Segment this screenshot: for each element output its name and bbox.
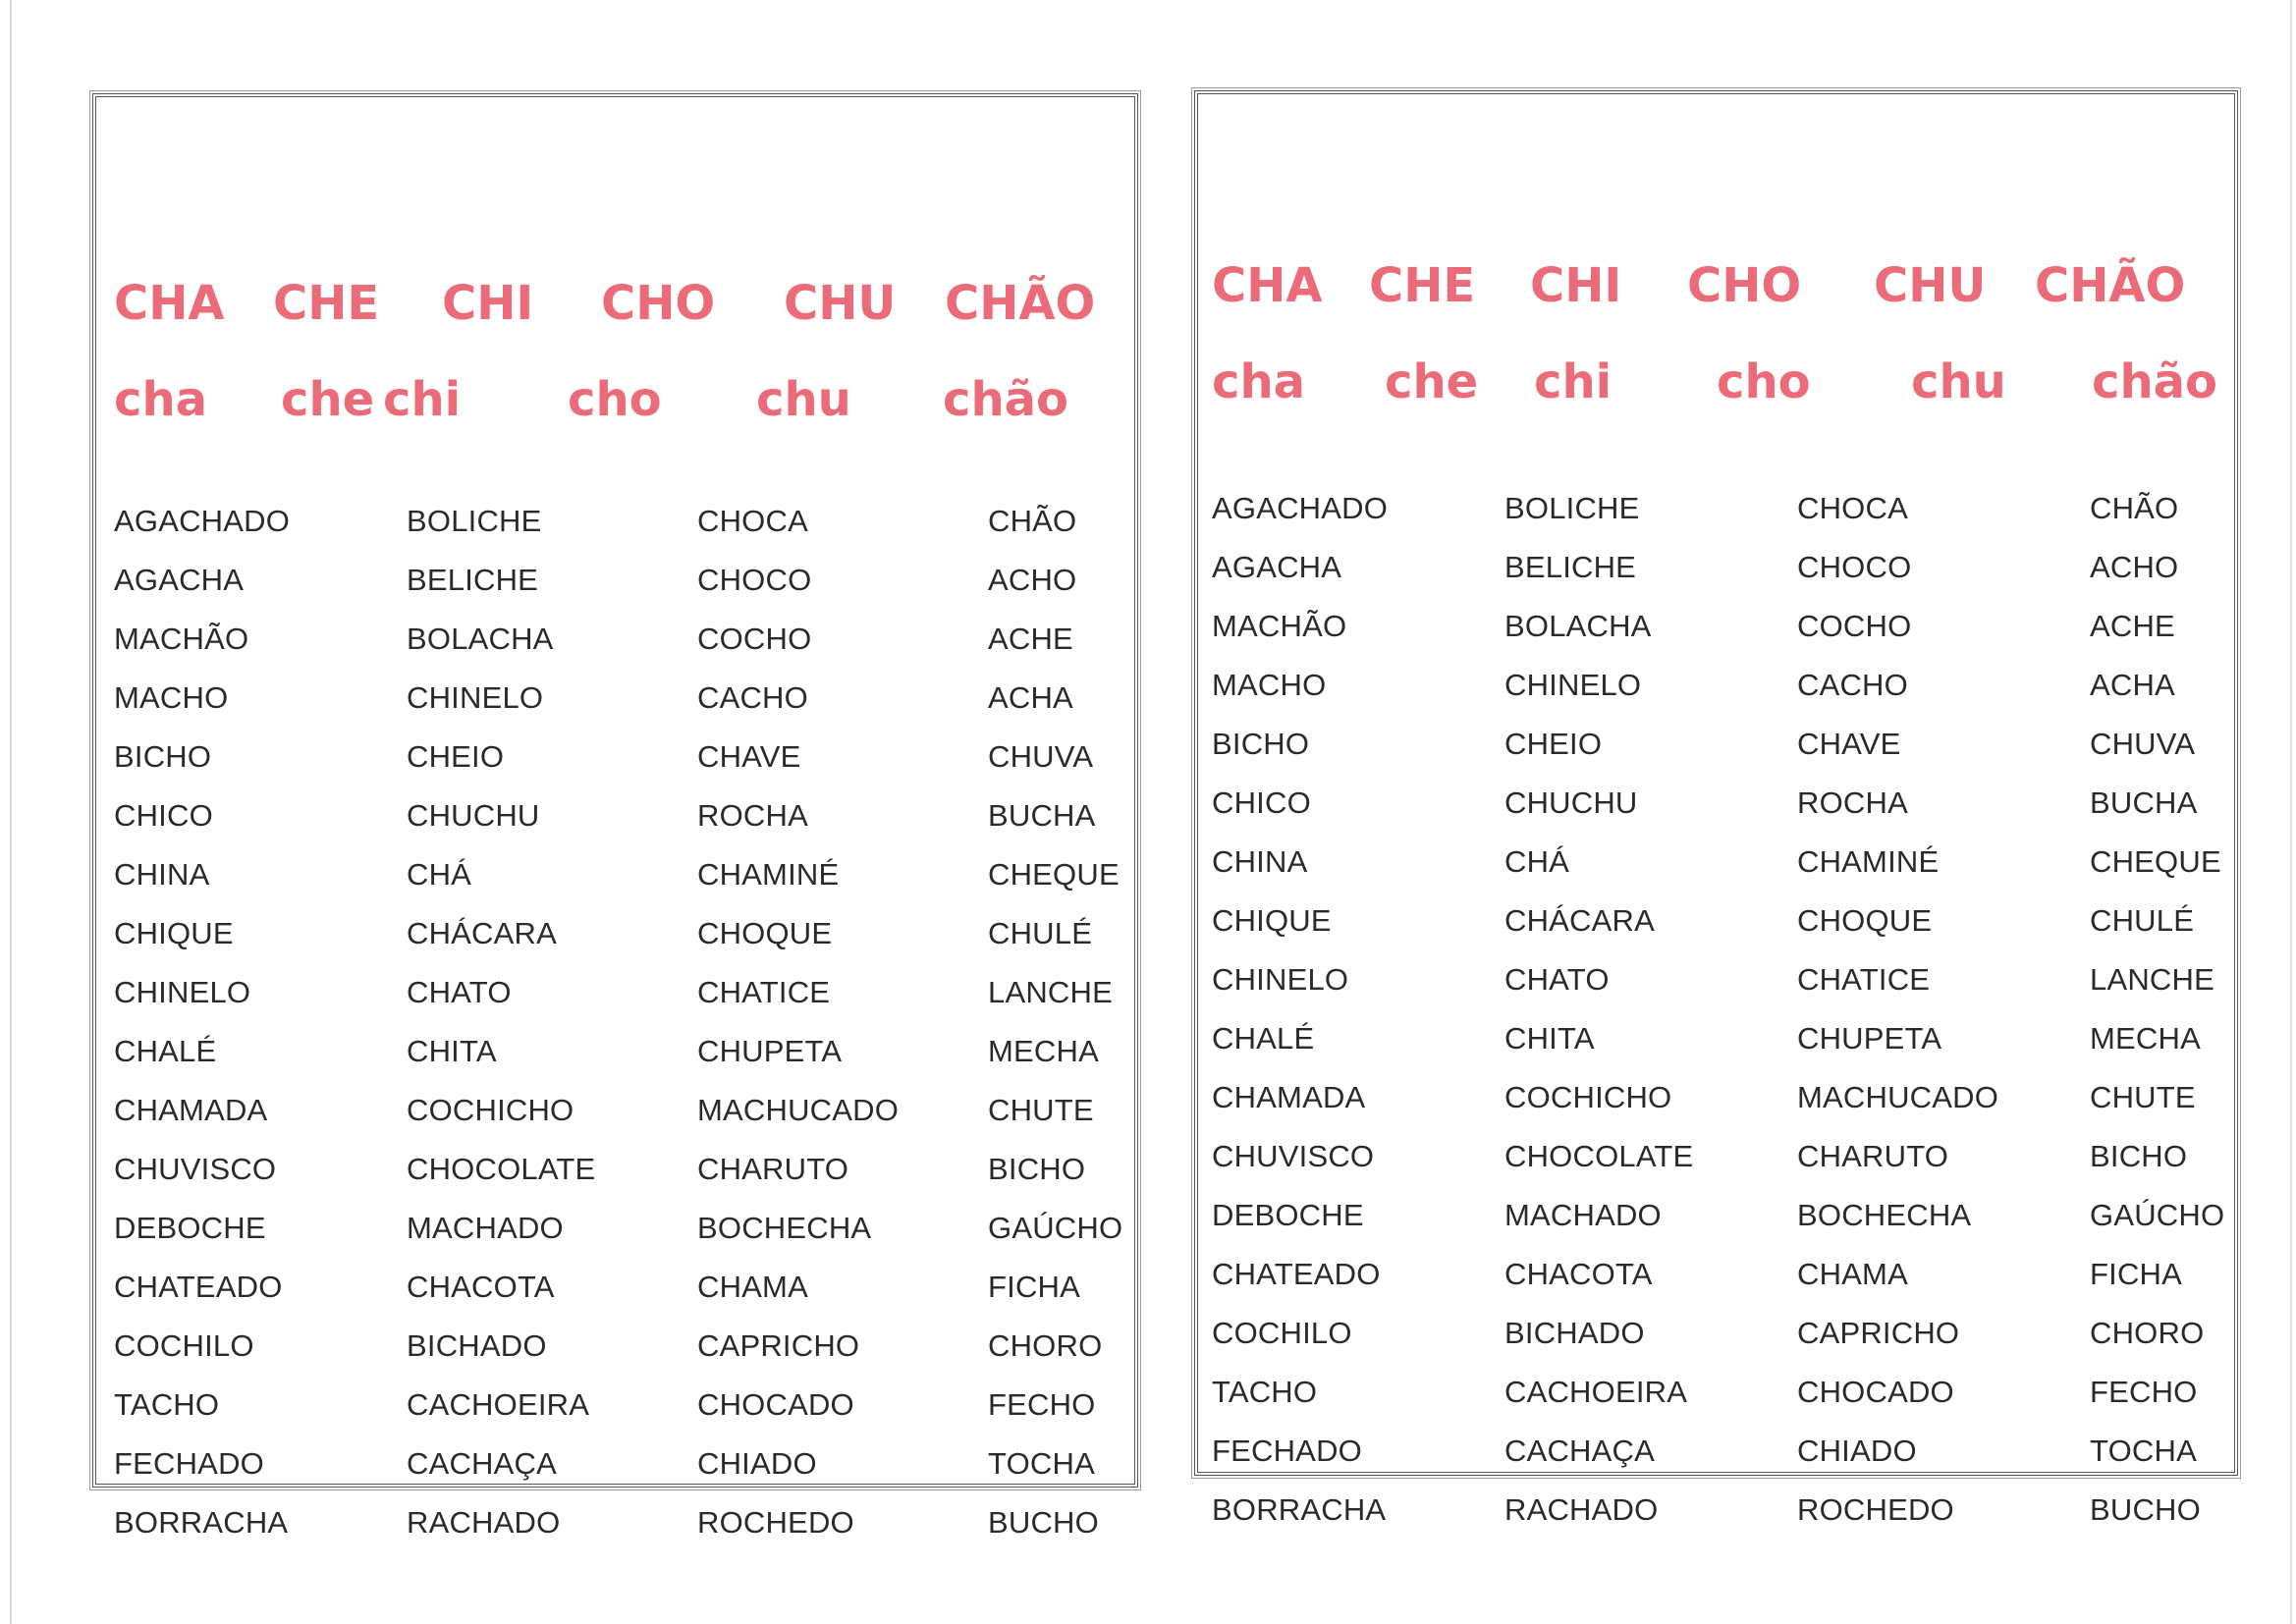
syllable-lower-5: chu [1911, 354, 2006, 409]
word-item: CHAMADA [1212, 1080, 1366, 1114]
page-edge-left [10, 0, 12, 1624]
syllable-upper-5: CHU [1874, 258, 1987, 313]
syllable-row-lowercase [96, 365, 1134, 434]
syllable-upper-2: CHE [273, 276, 380, 331]
word-column-2 [407, 492, 595, 1552]
word-item: ROCHA [1797, 785, 1908, 820]
syllable-upper-1: CHA [114, 276, 225, 331]
word-item: MACHUCADO [1797, 1080, 1999, 1114]
word-item: CHATEADO [1212, 1257, 1381, 1291]
word-item: MECHA [988, 1034, 1099, 1068]
syllable-row-lowercase [1198, 348, 2234, 416]
word-item: CHORO [2090, 1316, 2205, 1350]
word-item: CHUVISCO [1212, 1139, 1375, 1173]
word-item: CHAMINÉ [697, 857, 840, 892]
syllable-lower-1: cha [114, 372, 208, 427]
syllable-upper-1: CHA [1212, 258, 1323, 313]
word-item: ACHA [2090, 668, 2175, 702]
word-item: BICHO [988, 1152, 1086, 1186]
word-item: CHICO [1212, 785, 1311, 820]
word-item: CHINELO [1504, 668, 1642, 702]
word-item: CHAMADA [114, 1093, 268, 1127]
syllable-lower-4: cho [568, 372, 662, 427]
word-column-4 [988, 492, 1122, 1552]
word-item: ACHA [988, 680, 1073, 715]
word-item: BUCHO [2090, 1492, 2201, 1527]
word-item: AGACHADO [114, 504, 291, 538]
word-item: CHORO [988, 1328, 1103, 1363]
word-item: ROCHEDO [697, 1505, 854, 1540]
word-column-3 [697, 492, 899, 1552]
word-item: CACHAÇA [1504, 1434, 1655, 1468]
page-edge-right [2290, 0, 2292, 1624]
word-item: CHOCO [1797, 550, 1912, 584]
word-item: TACHO [1212, 1375, 1318, 1409]
word-column-3 [1797, 479, 1998, 1540]
word-item: CAPRICHO [697, 1328, 860, 1363]
syllable-row-uppercase [96, 269, 1134, 338]
syllable-lower-6: chão [2092, 354, 2217, 409]
word-item: BOCHECHA [697, 1211, 872, 1245]
word-item: BUCHO [988, 1505, 1099, 1540]
word-item: CHITA [407, 1034, 497, 1068]
word-item: CHUCHU [407, 798, 540, 833]
word-item: CHAVE [1797, 727, 1901, 761]
word-item: CHIADO [697, 1446, 817, 1481]
word-item: CHUTE [988, 1093, 1094, 1127]
worksheet-card-left [92, 93, 1138, 1540]
word-item: CHACOTA [407, 1270, 555, 1304]
word-item: CHÃO [988, 504, 1077, 538]
word-item: RACHADO [407, 1505, 561, 1540]
syllable-lower-2: che [1385, 354, 1479, 409]
word-item: ACHE [988, 622, 1073, 656]
word-item: CHAMA [1797, 1257, 1908, 1291]
word-item: TOCHA [2090, 1434, 2197, 1468]
word-item: CHALÉ [114, 1034, 217, 1068]
word-item: AGACHADO [1212, 491, 1389, 525]
word-item: FECHO [2090, 1375, 2198, 1409]
word-item: CHÁCARA [1504, 903, 1655, 938]
word-item: BICHO [2090, 1139, 2188, 1173]
word-item: CHOCADO [697, 1387, 854, 1422]
word-item: BELICHE [1504, 550, 1637, 584]
word-item: CHATICE [697, 975, 831, 1009]
syllable-row-uppercase [1198, 251, 2234, 320]
syllable-upper-4: CHO [1687, 258, 1802, 313]
word-item: TOCHA [988, 1446, 1095, 1481]
word-item: BOLICHE [1504, 491, 1640, 525]
word-item: LANCHE [2090, 962, 2214, 997]
word-item: MACHO [114, 680, 229, 715]
syllable-lower-6: chão [943, 372, 1068, 427]
word-item: CHIQUE [1212, 903, 1332, 938]
word-item: CACHO [697, 680, 808, 715]
word-item: CAPRICHO [1797, 1316, 1960, 1350]
word-item: CHITA [1504, 1021, 1595, 1056]
word-item: MACHADO [1504, 1198, 1662, 1232]
word-item: ROCHA [697, 798, 808, 833]
word-item: COCHICHO [1504, 1080, 1672, 1114]
word-item: CACHAÇA [407, 1446, 557, 1481]
word-item: CHINA [1212, 844, 1308, 879]
word-item: BOLICHE [407, 504, 542, 538]
word-item: BUCHA [2090, 785, 2198, 820]
word-item: BICHO [1212, 727, 1310, 761]
word-item: BOLACHA [1504, 609, 1652, 643]
word-item: CHEIO [407, 739, 505, 774]
syllable-lower-2: che [281, 372, 375, 427]
word-item: CHACOTA [1504, 1257, 1653, 1291]
word-item: CHICO [114, 798, 213, 833]
word-item: FICHA [2090, 1257, 2182, 1291]
word-item: CHEQUE [988, 857, 1120, 892]
word-item: CHARUTO [697, 1152, 849, 1186]
syllable-upper-3: CHI [1530, 258, 1622, 313]
syllable-lower-3: chi [383, 372, 462, 427]
word-item: MACHO [1212, 668, 1327, 702]
word-item: AGACHA [1212, 550, 1342, 584]
word-item: BOCHECHA [1797, 1198, 1972, 1232]
word-item: CHUVISCO [114, 1152, 277, 1186]
syllable-upper-2: CHE [1369, 258, 1476, 313]
word-item: CHOQUE [697, 916, 833, 950]
word-item: CHAMA [697, 1270, 808, 1304]
word-item: BOLACHA [407, 622, 554, 656]
word-item: FICHA [988, 1270, 1080, 1304]
word-item: CHAVE [697, 739, 801, 774]
syllable-lower-4: cho [1717, 354, 1811, 409]
word-item: CHUVA [988, 739, 1094, 774]
word-item: CHATO [407, 975, 512, 1009]
word-item: CHARUTO [1797, 1139, 1949, 1173]
word-item: CHOCOLATE [407, 1152, 596, 1186]
word-item: MACHADO [407, 1211, 564, 1245]
word-item: FECHADO [114, 1446, 264, 1481]
syllable-upper-4: CHO [601, 276, 716, 331]
word-item: CHULÉ [988, 916, 1093, 950]
word-item: ACHO [2090, 550, 2179, 584]
word-item: MACHÃO [114, 622, 249, 656]
word-item: ROCHEDO [1797, 1492, 1954, 1527]
syllable-upper-5: CHU [784, 276, 897, 331]
word-item: COCHO [1797, 609, 1912, 643]
word-item: ACHO [988, 563, 1077, 597]
word-column-4 [2090, 479, 2224, 1540]
word-item: CHUTE [2090, 1080, 2196, 1114]
word-item: DEBOCHE [114, 1211, 266, 1245]
word-item: BUCHA [988, 798, 1096, 833]
word-item: CHINELO [114, 975, 251, 1009]
word-item: LANCHE [988, 975, 1113, 1009]
word-item: CHIQUE [114, 916, 234, 950]
word-item: CHAMINÉ [1797, 844, 1940, 879]
word-item: BELICHE [407, 563, 539, 597]
word-item: FECHADO [1212, 1434, 1362, 1468]
word-item: CHOCOLATE [1504, 1139, 1694, 1173]
word-item: CACHOEIRA [407, 1387, 590, 1422]
syllable-lower-1: cha [1212, 354, 1306, 409]
word-item: COCHICHO [407, 1093, 574, 1127]
word-item: FECHO [988, 1387, 1096, 1422]
word-item: CHIADO [1797, 1434, 1917, 1468]
syllable-upper-6: CHÃO [945, 276, 1096, 331]
word-item: BORRACHA [114, 1505, 289, 1540]
word-item: COCHO [697, 622, 812, 656]
word-item: CHATICE [1797, 962, 1931, 997]
worksheet-card-right [1194, 90, 2238, 1527]
word-item: BICHADO [407, 1328, 547, 1363]
word-item: CHÃO [2090, 491, 2179, 525]
word-item: CHOCA [697, 504, 808, 538]
word-item: MACHUCADO [697, 1093, 900, 1127]
word-item: TACHO [114, 1387, 220, 1422]
word-item: MACHÃO [1212, 609, 1347, 643]
word-item: CHEIO [1504, 727, 1603, 761]
word-column-1 [1212, 479, 1388, 1540]
word-item: CHUCHU [1504, 785, 1638, 820]
syllable-upper-3: CHI [442, 276, 534, 331]
word-item: CHUVA [2090, 727, 2196, 761]
syllable-lower-5: chu [756, 372, 851, 427]
word-item: ACHE [2090, 609, 2175, 643]
word-item: RACHADO [1504, 1492, 1659, 1527]
word-item: CHATO [1504, 962, 1610, 997]
word-item: COCHILO [114, 1328, 254, 1363]
word-item: CHINELO [407, 680, 544, 715]
word-item: CHINA [114, 857, 210, 892]
word-item: CHALÉ [1212, 1021, 1315, 1056]
word-item: CHOCA [1797, 491, 1908, 525]
word-item: GAÚCHO [988, 1211, 1123, 1245]
word-item: CHÁ [1504, 844, 1570, 879]
word-item: MECHA [2090, 1021, 2201, 1056]
word-item: BICHO [114, 739, 212, 774]
word-item: CHEQUE [2090, 844, 2221, 879]
word-item: CHATEADO [114, 1270, 283, 1304]
word-item: CHINELO [1212, 962, 1349, 997]
word-item: AGACHA [114, 563, 245, 597]
word-item: CHOCO [697, 563, 812, 597]
word-item: BICHADO [1504, 1316, 1645, 1350]
word-item: COCHILO [1212, 1316, 1352, 1350]
word-item: CHOCADO [1797, 1375, 1954, 1409]
word-item: CHOQUE [1797, 903, 1933, 938]
word-item: CACHOEIRA [1504, 1375, 1688, 1409]
word-item: CHUPETA [1797, 1021, 1942, 1056]
word-column-1 [114, 492, 290, 1552]
word-item: DEBOCHE [1212, 1198, 1364, 1232]
word-item: CHULÉ [2090, 903, 2195, 938]
word-item: CHÁCARA [407, 916, 557, 950]
word-column-2 [1504, 479, 1693, 1540]
syllable-upper-6: CHÃO [2035, 258, 2186, 313]
word-item: CHÁ [407, 857, 472, 892]
word-item: CHUPETA [697, 1034, 843, 1068]
word-item: BORRACHA [1212, 1492, 1387, 1527]
word-item: GAÚCHO [2090, 1198, 2225, 1232]
syllable-lower-3: chi [1534, 354, 1613, 409]
word-item: CACHO [1797, 668, 1908, 702]
